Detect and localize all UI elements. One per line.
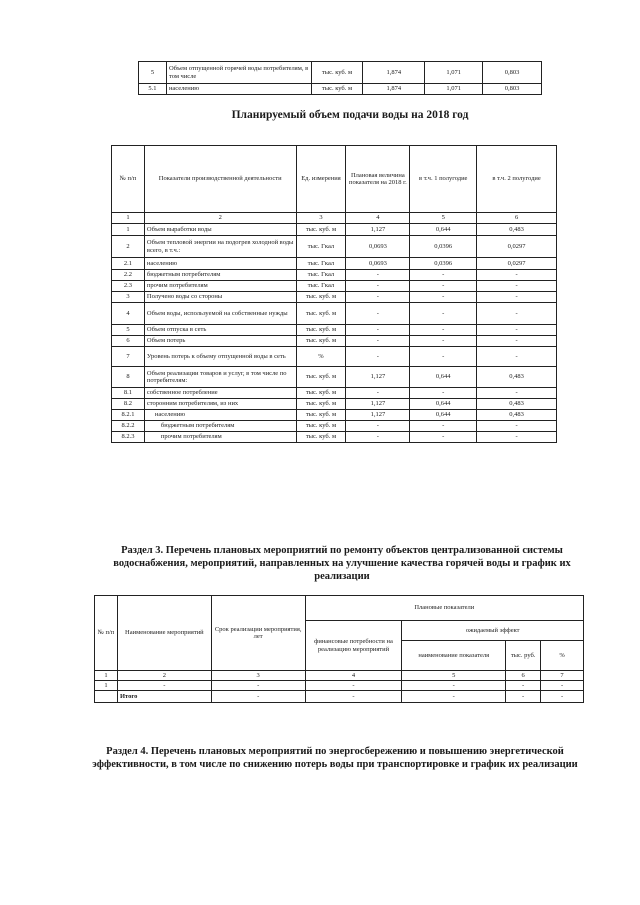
cell: - xyxy=(117,681,211,691)
main-table-body xyxy=(112,224,557,443)
row-name: бюджетным потребителям xyxy=(144,421,296,432)
row-unit: тыс. куб. м xyxy=(296,388,346,399)
cell: - xyxy=(305,681,402,691)
row-unit: тыс. Гкал xyxy=(296,258,346,270)
cell: - xyxy=(211,691,305,703)
row-h1: 0,0396 xyxy=(410,236,477,258)
row-unit: тыс. куб. м xyxy=(296,410,346,421)
table-row xyxy=(112,388,557,399)
row-name: прочим потребителям xyxy=(144,432,296,443)
row-h2: 0,0297 xyxy=(477,258,557,270)
table-row xyxy=(112,347,557,367)
header-effect: ожидаемый эффект xyxy=(402,621,584,641)
row-name: бюджетным потребителям xyxy=(144,270,296,281)
row-unit: тыс. куб. м xyxy=(296,224,346,236)
row-name: населению xyxy=(144,258,296,270)
header-h1: в т.ч. 1 полугодие xyxy=(410,146,477,213)
row-unit: тыс. куб. м xyxy=(296,367,346,388)
column-number-row xyxy=(95,671,584,681)
row-name: населению xyxy=(166,84,311,95)
header-finance: финансовые потребности на реализацию мероприятий xyxy=(305,621,402,671)
table-row xyxy=(112,421,557,432)
row-name: прочим потребителям xyxy=(144,281,296,292)
row-h1: - xyxy=(410,421,477,432)
row-unit: тыс. куб. м xyxy=(296,336,346,347)
row-h2: 0,0297 xyxy=(477,236,557,258)
cell: - xyxy=(506,691,541,703)
row-num: 5 xyxy=(139,62,167,84)
row-h2: 0,803 xyxy=(483,84,542,95)
table-row xyxy=(112,432,557,443)
header-pct: % xyxy=(541,641,584,671)
row-unit: тыс. Гкал xyxy=(296,270,346,281)
row-planned: - xyxy=(346,336,410,347)
header-indicator: Показатели производственной деятельности xyxy=(144,146,296,213)
header-h2: в т.ч. 2 полугодие xyxy=(477,146,557,213)
header-num: № п/п xyxy=(112,146,145,213)
row-num: 8.2.3 xyxy=(112,432,145,443)
table-row xyxy=(112,258,557,270)
row-planned: - xyxy=(346,432,410,443)
table-row xyxy=(139,62,542,84)
cell: - xyxy=(211,681,305,691)
col-number: 5 xyxy=(402,671,506,681)
table-row xyxy=(112,270,557,281)
row-h1: 0,644 xyxy=(410,410,477,421)
row-planned: - xyxy=(346,270,410,281)
row-total: 1,874 xyxy=(363,84,425,95)
table-row xyxy=(112,303,557,325)
row-planned: - xyxy=(346,303,410,325)
col-number: 1 xyxy=(95,671,118,681)
row-unit: % xyxy=(296,347,346,367)
section3-table xyxy=(94,595,584,703)
row-unit: тыс. куб. м xyxy=(296,303,346,325)
row-unit: тыс. куб. м xyxy=(296,432,346,443)
header-rub: тыс. руб. xyxy=(506,641,541,671)
row-unit: тыс. куб. м xyxy=(296,421,346,432)
total-label: Итого xyxy=(117,691,211,703)
row-h1: - xyxy=(410,303,477,325)
header-num: № п/п xyxy=(95,596,118,671)
col-number: 1 xyxy=(112,213,145,224)
row-h2: - xyxy=(477,292,557,303)
table-row xyxy=(112,336,557,347)
row-name: Объем выработки воды xyxy=(144,224,296,236)
row-h1: - xyxy=(410,292,477,303)
row-h2: - xyxy=(477,336,557,347)
cell: - xyxy=(506,681,541,691)
row-h2: - xyxy=(477,432,557,443)
row-h2: 0,483 xyxy=(477,367,557,388)
row-num: 2.1 xyxy=(112,258,145,270)
row-planned: - xyxy=(346,388,410,399)
row-name: Объем отпущенной горячей воды потребителям, в том числе xyxy=(166,62,311,84)
main-table xyxy=(111,145,557,443)
table-row xyxy=(112,399,557,410)
cell xyxy=(95,691,118,703)
header-planned: Плановые показатели xyxy=(305,596,583,621)
col-number: 3 xyxy=(211,671,305,681)
row-unit: тыс. куб. м xyxy=(311,84,363,95)
row-h1: - xyxy=(410,347,477,367)
row-h2: - xyxy=(477,388,557,399)
cell: - xyxy=(541,681,584,691)
row-num: 3 xyxy=(112,292,145,303)
row-h1: 0,0396 xyxy=(410,258,477,270)
row-planned: 0,0693 xyxy=(346,236,410,258)
col-number: 4 xyxy=(346,213,410,224)
row-name: Объем потерь xyxy=(144,336,296,347)
cell: 1 xyxy=(95,681,118,691)
row-name: Получено воды со стороны xyxy=(144,292,296,303)
row-h2: 0,483 xyxy=(477,399,557,410)
row-unit: тыс. Гкал xyxy=(296,281,346,292)
row-num: 2.2 xyxy=(112,270,145,281)
row-total: 1,874 xyxy=(363,62,425,84)
row-num: 8.2.1 xyxy=(112,410,145,421)
row-name: Объем воды, используемой на собственные нужды xyxy=(144,303,296,325)
row-h2: - xyxy=(477,421,557,432)
row-planned: 1,127 xyxy=(346,410,410,421)
row-planned: 0,0693 xyxy=(346,258,410,270)
row-h1: - xyxy=(410,325,477,336)
row-num: 1 xyxy=(112,224,145,236)
section3-title: Раздел 3. Перечень плановых мероприятий по ремонту объектов централизованной системы водоснабжения, мероприятий, направленных на улучшение качества горячей воды и график их реализации xyxy=(113,545,571,582)
row-planned: - xyxy=(346,347,410,367)
row-name: сторонним потребителям, из них xyxy=(144,399,296,410)
row-num: 6 xyxy=(112,336,145,347)
row-h2: - xyxy=(477,270,557,281)
section4-title: Раздел 4. Перечень плановых мероприятий по энергосбережению и повышению энергетической эффективности, в том числе по снижению потерь воды при транспортировке и график их реализации xyxy=(92,746,578,770)
row-h1: - xyxy=(410,270,477,281)
row-h2: - xyxy=(477,303,557,325)
header-name: Наименование мероприятий xyxy=(117,596,211,671)
row-planned: 1,127 xyxy=(346,367,410,388)
row-h2: 0,803 xyxy=(483,62,542,84)
row-unit: тыс. куб. м xyxy=(311,62,363,84)
row-name: Объем отпуска в сеть xyxy=(144,325,296,336)
row-h1: 0,644 xyxy=(410,224,477,236)
total-row xyxy=(95,691,584,703)
row-name: Объем тепловой энергии на подогрев холодной воды всего, в т.ч.: xyxy=(144,236,296,258)
header-unit: Ед. измерения xyxy=(296,146,346,213)
row-unit: тыс. куб. м xyxy=(296,325,346,336)
table-row xyxy=(95,681,584,691)
header-row xyxy=(95,596,584,621)
col-number: 2 xyxy=(144,213,296,224)
row-num: 4 xyxy=(112,303,145,325)
table-row xyxy=(112,325,557,336)
row-h1: - xyxy=(410,388,477,399)
header-planned: Плановая величина показателя на 2018 г. xyxy=(346,146,410,213)
row-h2: - xyxy=(477,347,557,367)
header-indicator-name: наименование показателя xyxy=(402,641,506,671)
table-row xyxy=(112,224,557,236)
row-name: населению xyxy=(144,410,296,421)
table-row xyxy=(112,236,557,258)
row-h1: - xyxy=(410,281,477,292)
row-unit: тыс. Гкал xyxy=(296,236,346,258)
row-unit: тыс. куб. м xyxy=(296,292,346,303)
col-number: 4 xyxy=(305,671,402,681)
row-planned: - xyxy=(346,292,410,303)
table-row xyxy=(112,410,557,421)
row-num: 2.3 xyxy=(112,281,145,292)
row-h2: - xyxy=(477,325,557,336)
cell: - xyxy=(541,691,584,703)
table-row xyxy=(112,292,557,303)
col-number: 5 xyxy=(410,213,477,224)
row-num: 5.1 xyxy=(139,84,167,95)
row-h2: 0,483 xyxy=(477,224,557,236)
header-row xyxy=(112,146,557,213)
row-num: 8 xyxy=(112,367,145,388)
table-row xyxy=(139,84,542,95)
row-h1: 0,644 xyxy=(410,367,477,388)
col-number: 6 xyxy=(477,213,557,224)
main-title: Планируемый объем подачи воды на 2018 год xyxy=(231,109,469,121)
table-row xyxy=(112,367,557,388)
top-table xyxy=(138,61,542,95)
row-planned: - xyxy=(346,325,410,336)
cell: - xyxy=(402,681,506,691)
col-number: 3 xyxy=(296,213,346,224)
col-number: 7 xyxy=(541,671,584,681)
row-num: 8.2 xyxy=(112,399,145,410)
row-h1: 1,071 xyxy=(425,84,483,95)
row-h1: - xyxy=(410,336,477,347)
row-name: Уровень потерь к объему отпущенной воды в сеть xyxy=(144,347,296,367)
row-h1: 1,071 xyxy=(425,62,483,84)
row-num: 5 xyxy=(112,325,145,336)
row-unit: тыс. куб. м xyxy=(296,399,346,410)
row-planned: 1,127 xyxy=(346,399,410,410)
row-num: 8.2.2 xyxy=(112,421,145,432)
cell: - xyxy=(402,691,506,703)
row-h2: 0,483 xyxy=(477,410,557,421)
row-name: Объем реализации товаров и услуг, в том числе по потребителям: xyxy=(144,367,296,388)
row-num: 2 xyxy=(112,236,145,258)
row-planned: - xyxy=(346,281,410,292)
col-number: 2 xyxy=(117,671,211,681)
col-number: 6 xyxy=(506,671,541,681)
row-name: собственное потребление xyxy=(144,388,296,399)
row-h2: - xyxy=(477,281,557,292)
header-period: Срок реализации мероприятия, лет xyxy=(211,596,305,671)
row-h1: 0,644 xyxy=(410,399,477,410)
column-number-row xyxy=(112,213,557,224)
table-row xyxy=(112,281,557,292)
row-h1: - xyxy=(410,432,477,443)
row-num: 7 xyxy=(112,347,145,367)
row-num: 8.1 xyxy=(112,388,145,399)
cell: - xyxy=(305,691,402,703)
row-planned: - xyxy=(346,421,410,432)
row-planned: 1,127 xyxy=(346,224,410,236)
